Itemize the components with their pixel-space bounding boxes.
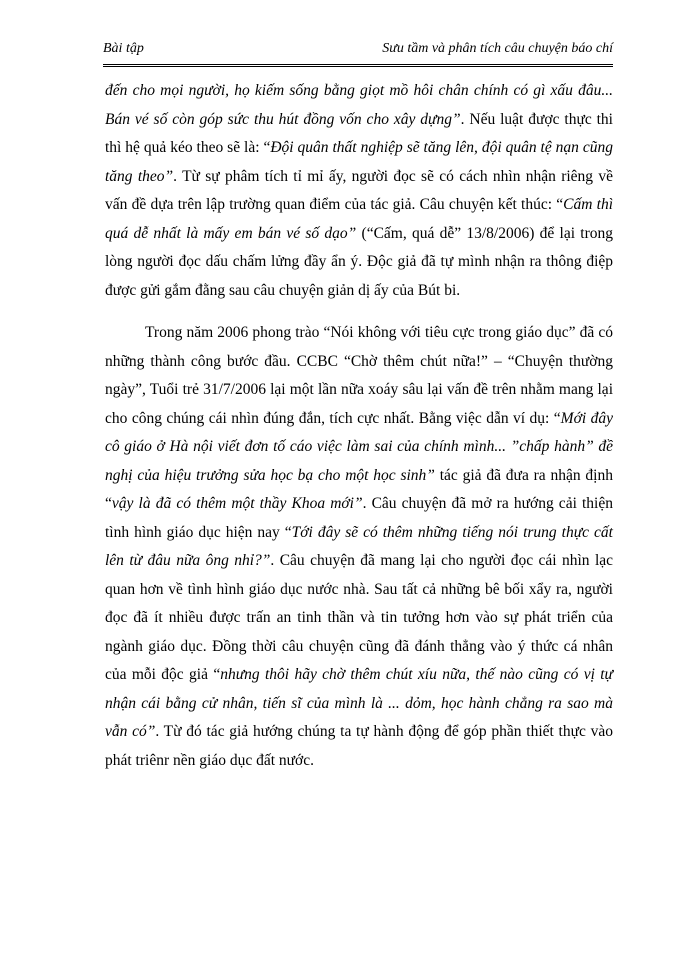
quote: Tới đây sẽ có thêm những tiếng nói trung thực cất lên từ đâu nữa ông nhỉ?” [105, 523, 613, 569]
document-body [105, 77, 613, 775]
page-header [103, 40, 613, 58]
text-run: tác giả đã đưa ra nhận định “ [105, 466, 613, 512]
header-rule [103, 64, 613, 67]
text-run: (“Cấm, quá dễ” 13/8/2006) để lại trong lòng người đọc dấu chấm lửng đầy ẩn ý. Độc giả đã tự mình nhận ra thông điệp được gửi gắm đằng sau câu chuyện giản dị ấy của Bút bi. [105, 224, 613, 299]
quote: Cấm thì quá dễ nhất là mấy em bán vé số dạo” [105, 196, 613, 242]
header-right-label: Sưu tầm và phân tích câu chuyện báo chí [382, 41, 613, 56]
header-left-label: Bài tập [103, 41, 144, 56]
text-run: . Câu chuyện đã mang lại cho người đọc cái nhìn lạc quan hơn về tình hình giáo dục nước nhà. Sau tất cả những bê bối xẩy ra, người đọc đã ít nhiều được trấn an tinh thần và tin tưởng hơn vào sự phát triển của ngành giáo dục. Đồng thời câu chuyện cũng đã đánh thẳng vào ý thức cá nhân của mỗi độc giả “ [105, 552, 614, 683]
text-run: . Từ sự phâm tích tỉ mỉ ấy, người đọc sẽ có cách nhìn nhận riêng về vấn đề dựa trên lập trường quan điểm của tác giả. Câu chuyện kết thúc: “ [105, 167, 613, 213]
quote: đến cho mọi người, họ kiếm sống bằng giọt mồ hôi chân chính có gì xấu đâu... Bán vé số còn góp sức thu hút đồng vốn cho xây dựng” [105, 82, 613, 128]
quote: nhưng thôi hãy chờ thêm chút xíu nữa, thế nào cũng có vị tự nhận cái bằng cử nhân, tiến sĩ của mình là ... dỏm, học hành chẳng ra sao mà vẫn có” [105, 666, 613, 740]
paragraph-1 [105, 77, 613, 305]
text-run: . Từ đó tác giả hướng chúng ta tự hành động để góp phần thiết thực vào phát triênr nền giáo dục đất nước. [105, 723, 613, 769]
paragraph-2 [105, 319, 613, 775]
text-run: Trong năm 2006 phong trào “Nói không với tiêu cực trong giáo dục” đã có những thành công bước đầu. CCBC “Chờ thêm chút nữa!” – “Chuyện thường ngày”, Tuổi trẻ 31/7/2006 lại một lần nữa xoáy sâu lại vấn đề trên nhằm mang lại cho công chúng cái nhìn đúng đắn, tích cực nhất. Bằng việc dẫn ví dụ: “ [105, 324, 613, 427]
quote: Đội quân thất nghiệp sẽ tăng lên, đội quân tệ nạn cũng tăng theo” [105, 139, 613, 185]
quote: Mới đây cô giáo ở Hà nội viết đơn tố cáo việc làm sai của chính mình... ”chấp hành” đề nghị của hiệu trưởng sửa học bạ cho một học sinh” [105, 409, 613, 484]
text-run: . Nếu luật được thực thi thì hệ quả kéo theo sẽ là: “ [105, 110, 613, 156]
text-run: . Câu chuyện đã mở ra hướng cải thiện tình hình giáo dục hiện nay “ [105, 495, 613, 541]
quote: vậy là đã có thêm một thầy Khoa mới” [111, 495, 363, 512]
